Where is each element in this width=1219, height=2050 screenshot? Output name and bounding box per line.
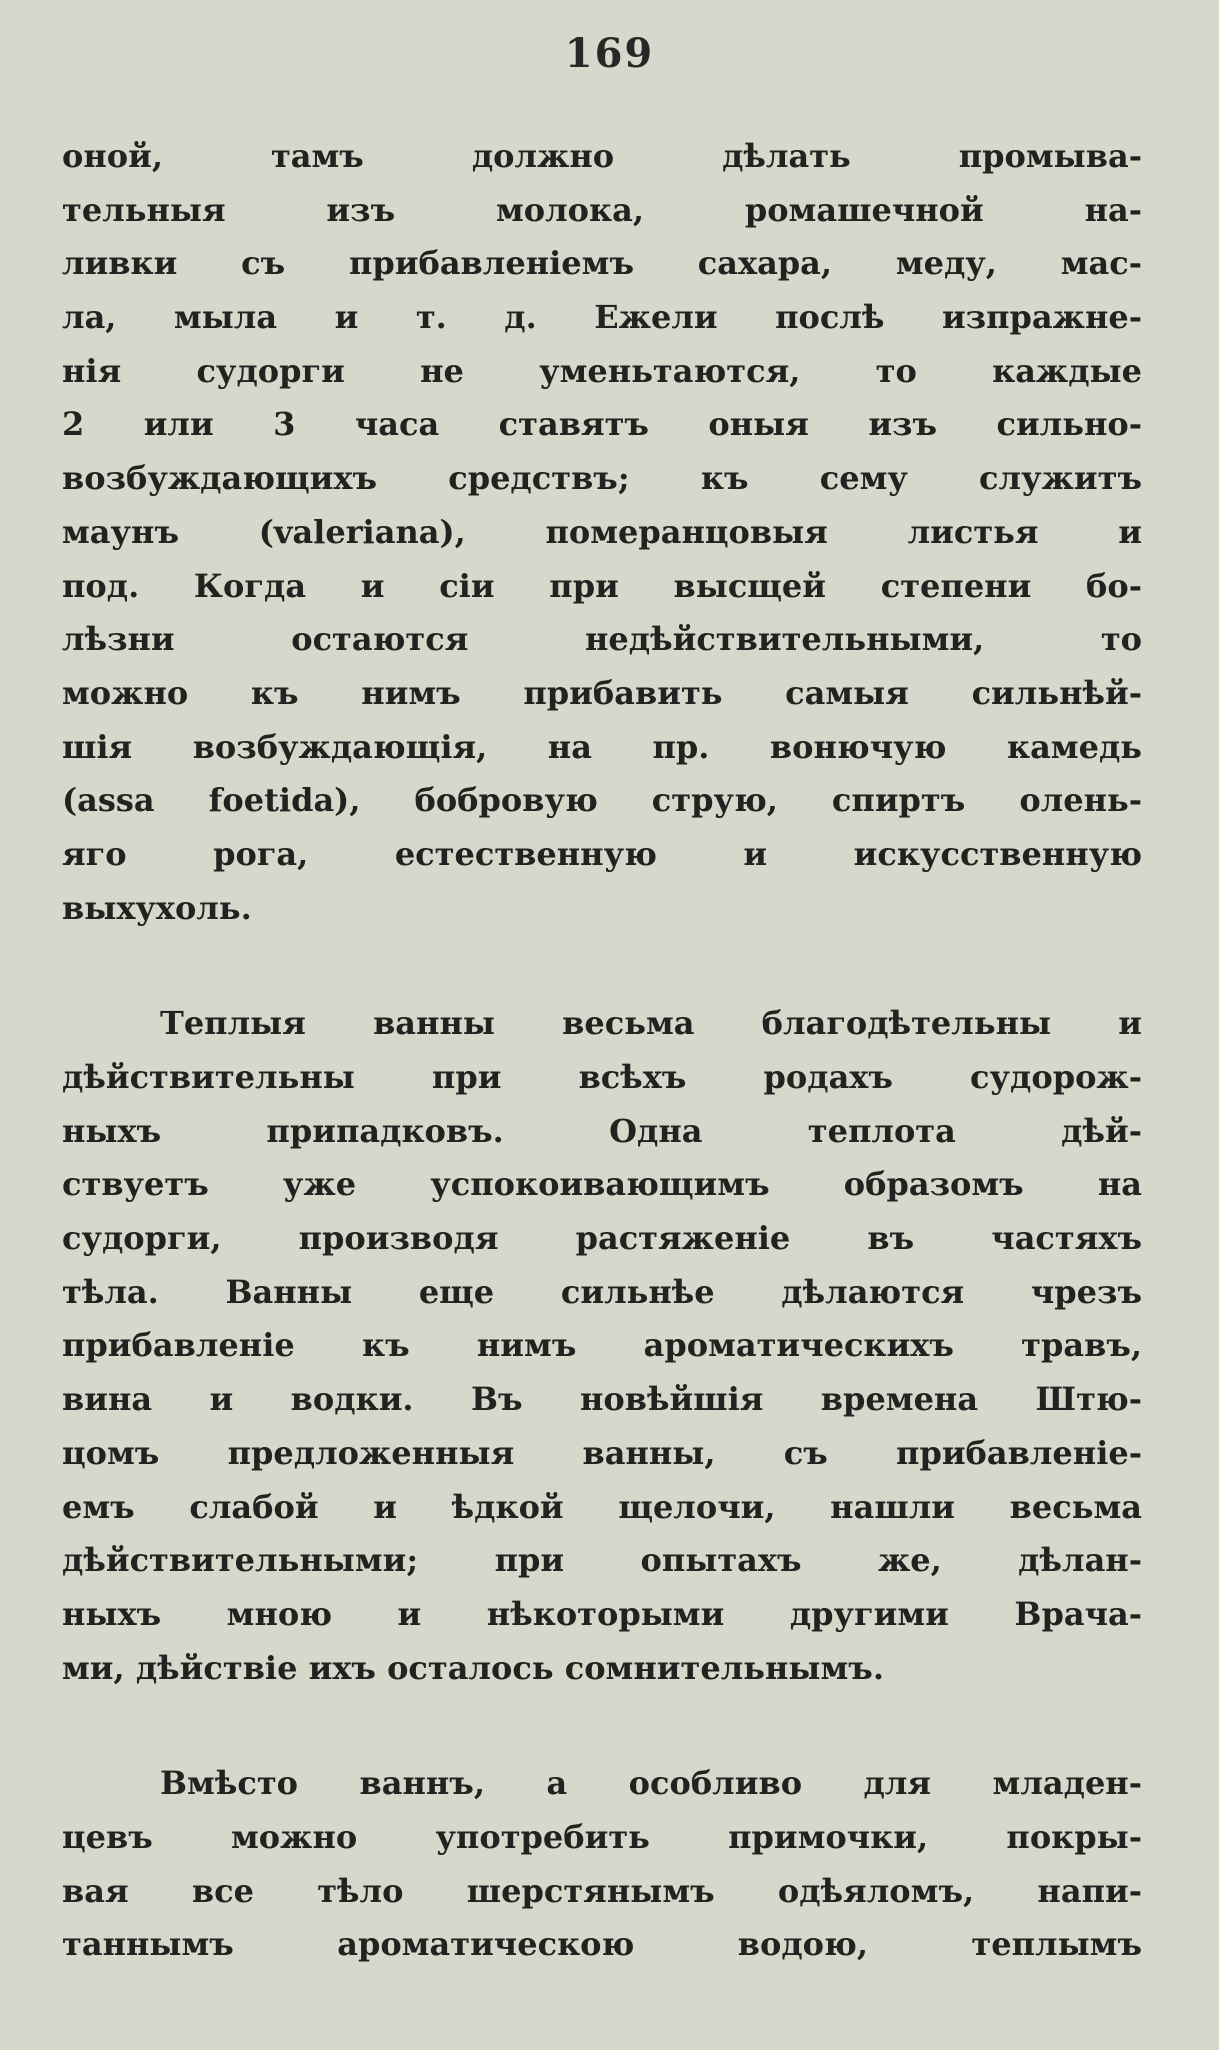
text-line: возбуждающихъ средствъ; къ сему служитъ (62, 459, 1142, 498)
page-number: 169 (564, 30, 655, 77)
text-line: вая все тѣло шерстянымъ одѣяломъ, напи- (62, 1871, 1142, 1910)
text-line: дѣйствительны при всѣхъ родахъ судорож- (62, 1058, 1142, 1096)
text-line: выхухоль. (62, 888, 252, 927)
text-line: ствуетъ уже успокоивающимъ образомъ на (62, 1165, 1142, 1204)
text-line: 2 или 3 часа ставятъ оныя изъ сильно- (62, 405, 1142, 444)
text-line: судорги, производя растяженіе въ частяхъ (62, 1219, 1142, 1258)
text-line: тѣла. Ванны еще сильнѣе дѣлаются чрезъ (62, 1272, 1142, 1311)
text-line: шія возбуждающія, на пр. вонючую камедь (62, 727, 1142, 766)
text-line: ливки съ прибавленіемъ сахара, меду, мас- (62, 244, 1142, 283)
text-line: можно къ нимъ прибавить самыя сильнѣй- (62, 673, 1142, 712)
text-line: (assa foetida), бобровую струю, спиртъ олень- (62, 781, 1142, 820)
text-line: емъ слабой и ѣдкой щелочи, нашли весьма (62, 1487, 1142, 1526)
text-line: ныхъ мною и нѣкоторыми другими Врача- (62, 1594, 1142, 1633)
paragraph-spacer (62, 1695, 1142, 1757)
text-line: Вмѣсто ваннъ, а особливо для младен- (160, 1764, 1142, 1803)
paragraph (62, 997, 1142, 1695)
text-line: Теплыя ванны весьма благодѣтельны и (160, 1004, 1142, 1043)
text-line: нія судорги не уменьтаются, то каждые (62, 351, 1142, 390)
text-line: цомъ предложенныя ванны, съ прибавленіе- (62, 1433, 1142, 1472)
text-line: таннымъ ароматическою водою, теплымъ (62, 1925, 1142, 1964)
paragraph-spacer (62, 935, 1142, 997)
paragraph (62, 1757, 1142, 1972)
text-line: цевъ можно употребить примочки, покры- (62, 1817, 1142, 1856)
text-line: маунъ (valeriana), померанцовыя листья и (62, 512, 1142, 551)
text-line: яго рога, естественную и искусственную (62, 834, 1142, 873)
text-line: тельныя изъ молока, ромашечной на- (62, 190, 1142, 229)
paragraph (62, 130, 1142, 935)
text-line: прибавленіе къ нимъ ароматическихъ травъ, (62, 1326, 1142, 1365)
text-line: оной, тамъ должно дѣлать промыва- (62, 137, 1142, 175)
text-line: вина и водки. Въ новѣйшія времена Штю- (62, 1380, 1142, 1419)
text-line: ми, дѣйствіе ихъ осталось сомнительнымъ. (62, 1648, 884, 1687)
text-line: под. Когда и сіи при высщей степени бо- (62, 566, 1142, 605)
text-line: ла, мыла и т. д. Ежели послѣ изпражне- (62, 298, 1142, 337)
text-line: лѣзни остаются недѣйствительными, то (62, 620, 1142, 659)
page-body (62, 130, 1142, 1972)
text-line: ныхъ припадковъ. Одна теплота дѣй- (62, 1111, 1142, 1150)
text-line: дѣйствительными; при опытахъ же, дѣлан- (62, 1541, 1142, 1580)
